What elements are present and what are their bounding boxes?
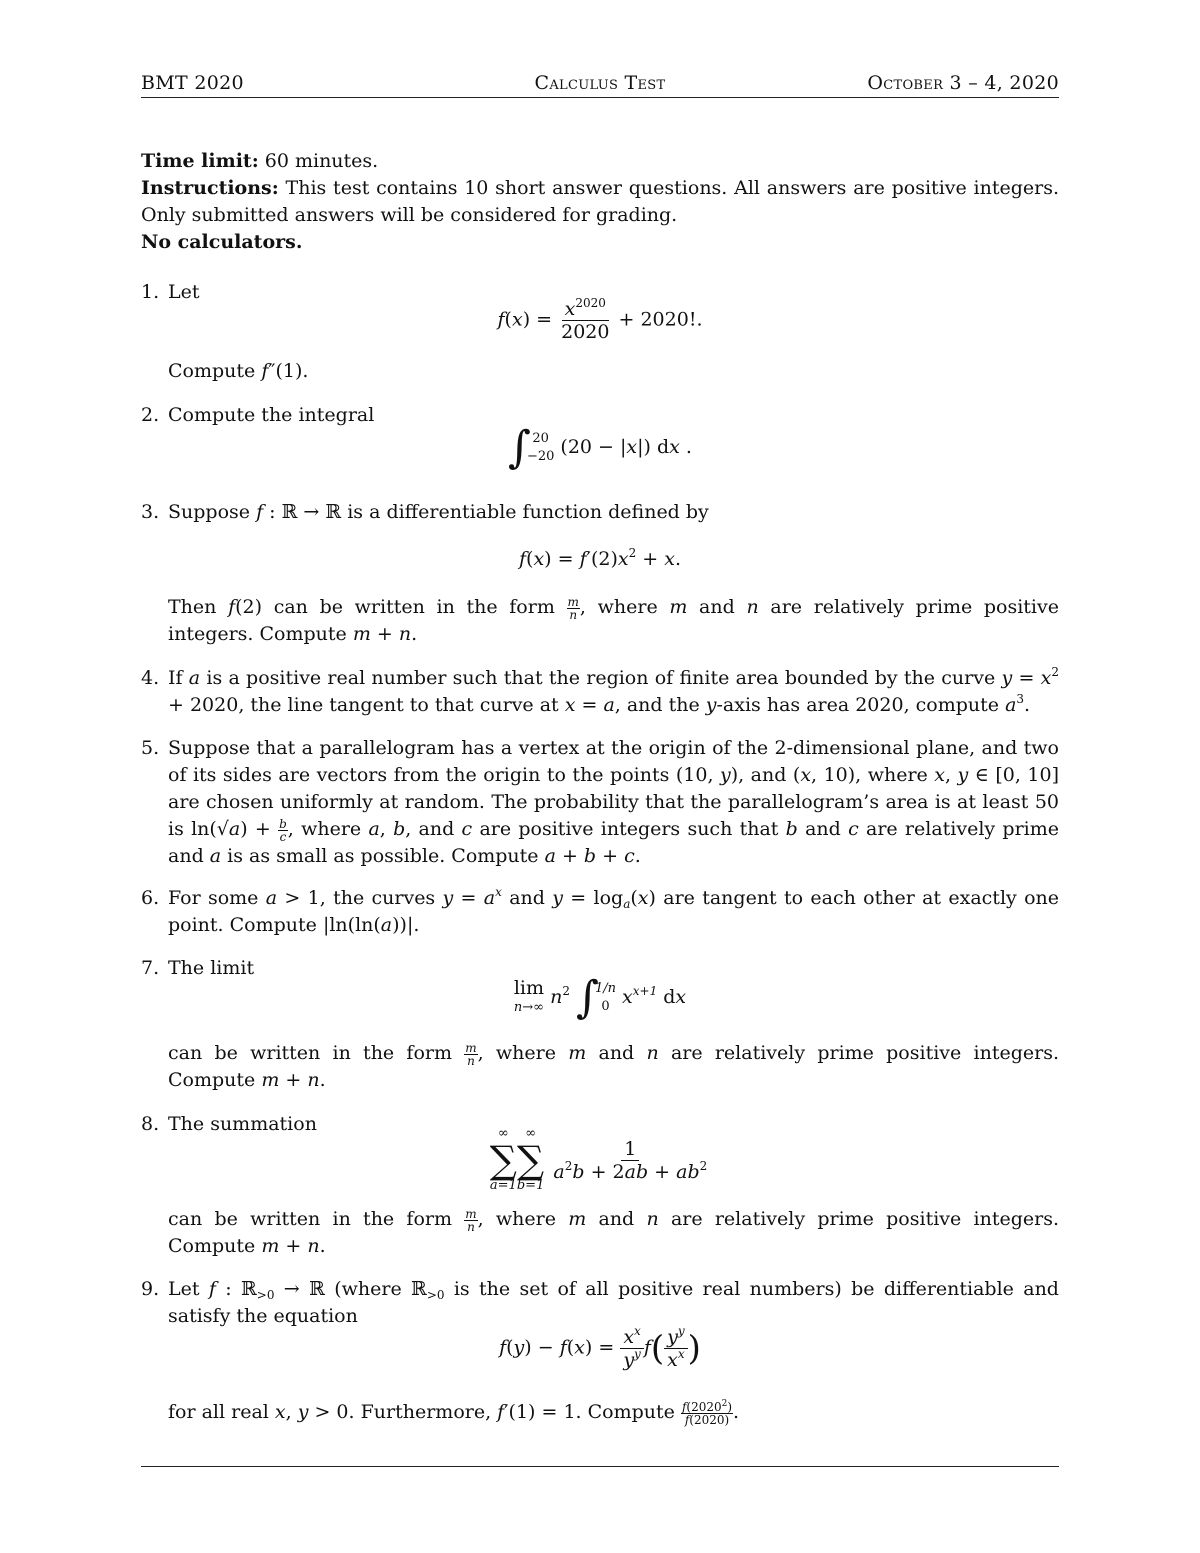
question-number: 8.: [141, 1113, 160, 1135]
instructions-label: Instructions:: [141, 177, 279, 199]
question-lead: The summation: [168, 1113, 317, 1135]
question-lead: The limit: [168, 957, 255, 979]
question-number: 1.: [141, 281, 160, 303]
header-rule: [141, 97, 1059, 98]
question-number: 4.: [141, 667, 160, 689]
question-number: 3.: [141, 501, 160, 523]
question-equation: $f(x) = f'(2)x^2 + x$.: [518, 546, 681, 570]
page-header: [141, 72, 1059, 98]
question-equation: ∫ 20 −20 (20 − |x|) dx .: [508, 422, 692, 473]
header-right: October 3 – 4, 2020: [867, 72, 1059, 94]
question-equation: ∞ ∑ a=1 ∞ ∑ b=1 $\frac{1}{a^2b + 2ab + ab^2}$: [489, 1126, 708, 1193]
question-number: 9.: [141, 1278, 160, 1300]
question-lead: Compute the integral: [168, 404, 375, 426]
question-number: 2.: [141, 404, 160, 426]
header-left: BMT 2020: [141, 72, 244, 94]
header-center: Calculus Test: [534, 72, 666, 94]
time-limit-value: 60 minutes.: [264, 150, 379, 172]
no-calculators: No calculators.: [141, 231, 303, 253]
instructions: [141, 175, 1059, 229]
question-number: 6.: [141, 887, 160, 909]
time-limit-label: Time limit:: [141, 150, 259, 172]
question-number: 5.: [141, 737, 160, 759]
footer-rule: [141, 1466, 1059, 1467]
document-page: BMT 2020 Calculus Test October 3 – 4, 2020 Time limit: 60 minutes. Instructions: This test contains 10 short answer questions. All answers are positive integers. Only submitted answers will be considered for grading. No calculators. 1. Let f(x) = $\frac{x^{2020}}{2020}$ + 2020!. Compute f″(1). 2. Compute the integral ∫ 20 −20 (20 − |x|) dx . 3. Suppose f : ℝ → ℝ is a differentiable function defined by $f(x) = f'(2)x^2 + x$. Then f(2) can be written in the form $\frac{m}{n}$ , where m and n are relatively prime positive integers. Compute m + n. 4. If a is a positive real number such that the region of finite area bounded by the curve $y = x^2 + 2020$, the line tangent to that curve at x = a, and the y-axis has area 2020, compute $a^3$. 5. Suppose that a parallelogram has a vertex at the origin of the 2-dimensional plane, and two of its sides are vectors from the origin to the points (10, y), and (x, 10), where x, y ∈ [0, 10] are chosen uniformly at random. The probability that the parallelogram’s area is at least 50 is ln(√a) + $\frac{b}{c}$ , where a, b, and c are positive integers such that b and c are relatively prime and a is as small as possible. Compute a + b + c. 6. For some a > 1, the curves $y = a^x$ and $y = \log_a(x)$ are tangent to each other at exactly one point. Compute |ln(ln(a))|. 7. The limit lim n→∞ $n^2$ ∫ 1/n 0 $x^{x+1}$ dx can be written in the form $\frac{m}{n}$ , where m and n are relatively prime positive integers. Compute m + n. 8. The summation ∞ ∑ a=1 ∞ ∑ b=1 $\frac{1}{a^2b + 2ab + ab^2}$ can be written in the form $\frac{m}{n}$ , where m and n are relatively prime positive integers. Compute m + n. 9. Let f : ℝ$_{>0}$ → ℝ (where ℝ$_{>0}$ is the set of all positive real numbers) be differentiable and satisfy the equation f(y) − f(x) = $\frac{x^x}{y^y}$ f( $\frac{y^y}{x^x}$ ) for all real x, y > 0. Furthermore, f′(1) = 1. Compute $\frac{f(2020^2)}{f(2020)}$ .: [141, 0, 1059, 1553]
instructions-text: This test contains 10 short answer questions. All answers are positive integers. Only submitted answers will be considered for grading.: [141, 177, 1059, 226]
question-lead: Let: [168, 281, 200, 303]
question-equation: f(x) = $\frac{x^{2020}}{2020}$ + 2020!.: [497, 296, 703, 343]
question-equation: f(y) − f(x) = $\frac{x^x}{y^y}$ f( $\frac{y^y}{x^x}$ ): [499, 1324, 701, 1371]
time-limit: [141, 148, 1059, 175]
question-number: 7.: [141, 957, 160, 979]
question-equation: lim n→∞ $n^2$ ∫ 1/n 0 $x^{x+1}$ dx: [513, 972, 687, 1023]
